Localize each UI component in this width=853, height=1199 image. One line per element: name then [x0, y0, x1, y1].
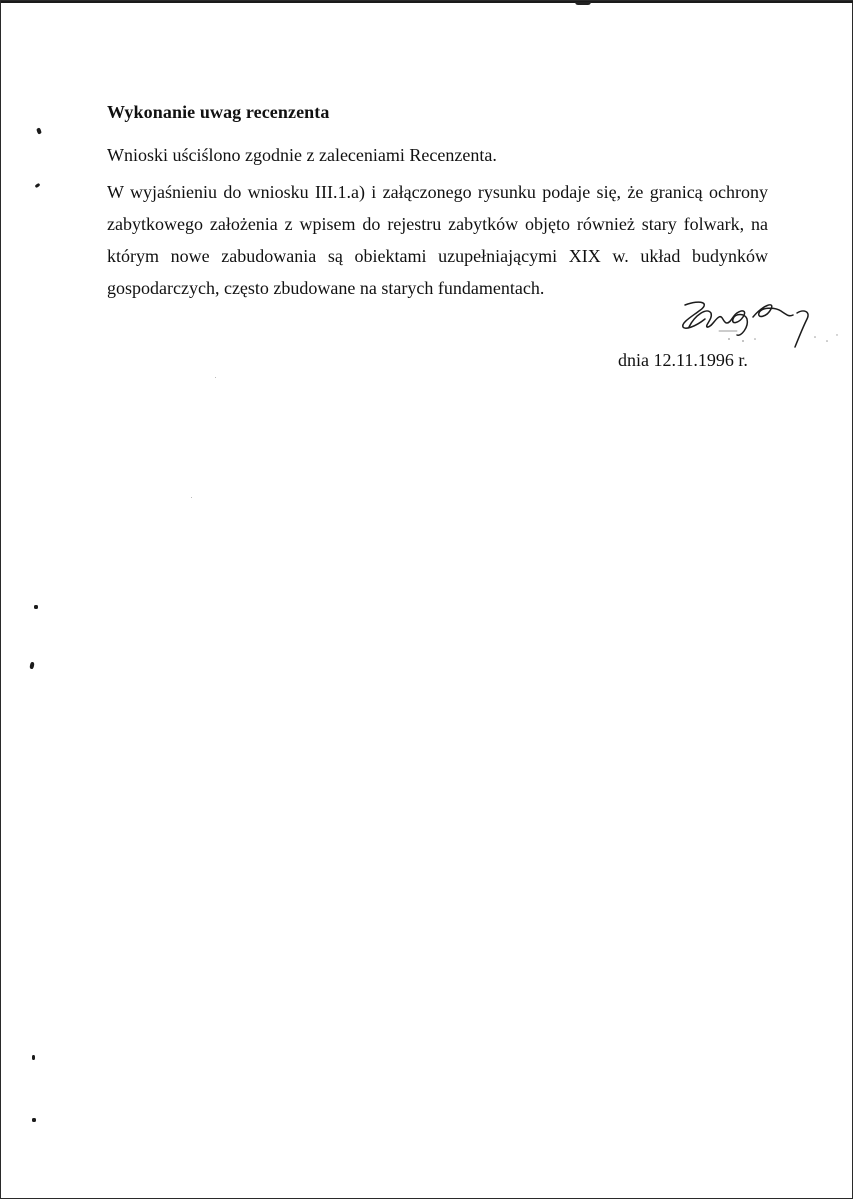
scan-top-mark [575, 2, 591, 5]
scan-faint-dot [191, 497, 192, 498]
scan-speck [35, 183, 41, 188]
signature-faint-dots [728, 334, 838, 342]
paragraph-2: W wyjaśnieniu do wniosku III.1.a) i załączonego rysunku podaje się, że granicą ochrony zabytkowego założenia z wpisem do rejestru zabytków objęto również stary folwark, na którym nowe zabudowania są obiektami uzupełniającymi XIX w. układ budynków gospodarczych, często zbudowane na starych fundamentach. [107, 182, 768, 298]
scan-speck [32, 1055, 35, 1060]
signature-strokes [683, 302, 808, 347]
date-line: dnia 12.11.1996 r. [618, 350, 748, 370]
scan-speck [34, 605, 38, 609]
scan-faint-dot [215, 377, 216, 378]
scan-speck [29, 662, 34, 670]
paragraph-1: Wnioski uściślono zgodnie z zaleceniami Recenzenta. [107, 145, 497, 165]
scan-top-edge [1, 1, 853, 3]
scan-speck [36, 127, 42, 134]
document-heading: Wykonanie uwag recenzenta [107, 102, 330, 122]
scan-speck [32, 1118, 36, 1122]
handwritten-signature [671, 297, 851, 357]
